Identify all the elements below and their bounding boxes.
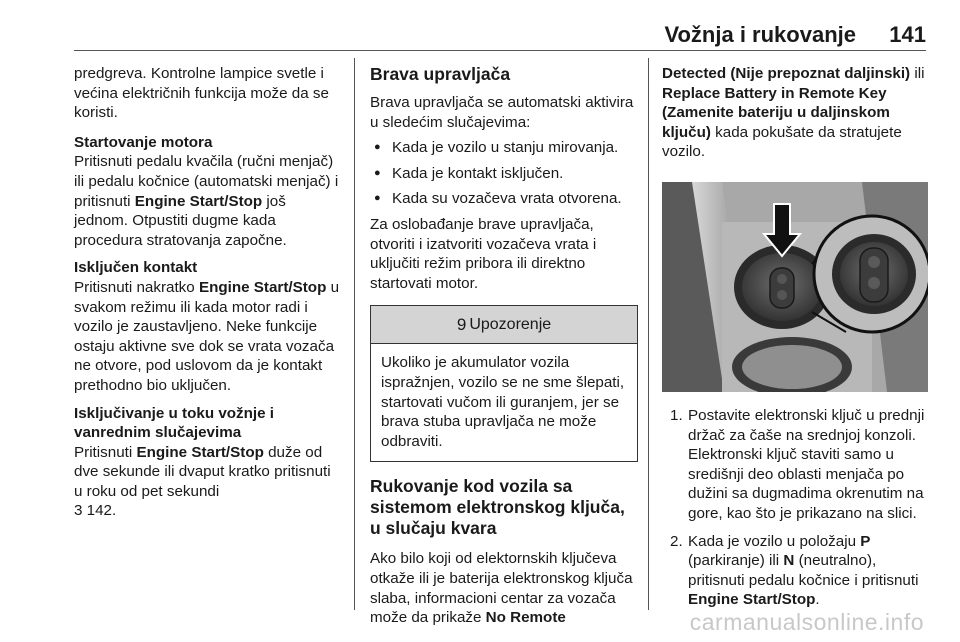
section-title: Vožnja i rukovanje [664, 22, 856, 47]
no-remote-label: No Remote [485, 609, 566, 627]
column-3 [662, 64, 928, 618]
key-failure-heading: Rukovanje kod vozila sa sistemom elektronskog ključa, u slučaju kvara [370, 476, 625, 539]
list-item: 2. Kada je vozilo u položaju P (parkiranje) ili N (neutralno), pritisnuti pedalu kočnice i pritisnuti Engine Start/Stop. [670, 532, 919, 609]
warning-triangle-icon: 9 [456, 315, 467, 335]
page-reference-link[interactable]: 3 142. [74, 502, 117, 520]
engine-start-stop-label: Engine Start/Stop [136, 443, 264, 461]
emergency-off-paragraph: Pritisnuti Engine Start/Stop duže od dve sekunde ili dvaput kratko pritisnuti u roku od pet sekundi 3 142. [74, 443, 331, 520]
list-item: 1. Postavite elektronski ključ u prednji držač za čaše na srednjoj konzoli. Elektronski ključ staviti samo u središnji deo oblasti menjača po dužini sa dugmadima okrenutim na gore, kao što je prikazano na slici. [670, 406, 925, 522]
warning-text: Ukoliko je akumulator vozila ispražnjen, vozilo se ne sme šlepati, startovati vučom ili guranjem, jer se brava stuba upravljača ne može odbraviti. [381, 354, 625, 450]
list-item: ● Kada je kontakt isključen. [370, 164, 638, 184]
start-heading: Startovanje motora [74, 133, 213, 151]
steering-lock-bullets [370, 138, 638, 209]
warning-title: Upozorenje [469, 316, 552, 334]
procedure-steps [662, 406, 928, 610]
emergency-off-heading: Isključivanje u toku vožnje i vanrednim slučajevima [74, 404, 275, 442]
steering-release-paragraph: Za oslobađanje brave upravljača, otvoriti i izatvoriti vozačeva vrata i uključiti režim pribora ili direktno startovati motor. [370, 215, 597, 292]
steering-lock-heading: Brava upravljača [370, 64, 511, 84]
ignition-off-heading: Isključen kontakt [74, 259, 198, 277]
page-number: 141 [889, 22, 926, 47]
page-header [74, 22, 926, 52]
engine-start-stop-label: Engine Start/Stop [134, 192, 263, 210]
list-item: ● Kada su vozačeva vrata otvorena. [370, 189, 638, 209]
header-rule [74, 50, 926, 51]
cupholder-key-illustration [662, 182, 928, 392]
key-failure-paragraph: Ako bilo koji od elektornskih ključeva otkaže ili je baterija elektronskog ključa slaba, informacioni centar za vozača može da prikaže No Remote [370, 550, 633, 627]
start-paragraph: Pritisnuti pedalu kvačila (ručni menjač) ili pedalu kočnice (automatski menjač) i pritisnuti Engine Start/Stop još jednom. Otpustiti dugme kada procedura stratovanja započne. [74, 153, 339, 249]
engine-start-stop-label: Engine Start/Stop [688, 591, 816, 609]
intro-paragraph: predgreva. Kontrolne lampice svetle i većina električnih funkcija može da se koristi. [74, 65, 329, 122]
column-divider [648, 58, 649, 610]
list-item: ● Kada je vozilo u stanju mirovanja. [370, 138, 638, 158]
column-2 [370, 64, 638, 632]
warning-header [371, 306, 637, 344]
console-photo-icon [662, 182, 928, 392]
warning-box [370, 305, 638, 462]
column-1 [74, 64, 342, 525]
engine-start-stop-label: Engine Start/Stop [198, 278, 327, 296]
column-divider [354, 58, 355, 610]
steering-lock-intro: Brava upravljača se automatski aktivira u sledećim slučajevima: [370, 94, 634, 131]
watermark: carmanualsonline.info [689, 609, 924, 635]
message-paragraph: Detected (Nije prepoznat daljinski) ili Replace Battery in Remote Key (Zamenite bateriju u daljinskom ključu) kada pokušate da stratujete vozilo. [662, 65, 925, 161]
ignition-off-paragraph: Pritisnuti nakratko Engine Start/Stop u svakom režimu ili kada motor radi i vozilo je zaustavljeno. Neke funkcije ostaju aktivne sve dok se vrata vozača ne otvore, pod uslovom da je kontakt prethodno bio uključen. [74, 278, 340, 394]
